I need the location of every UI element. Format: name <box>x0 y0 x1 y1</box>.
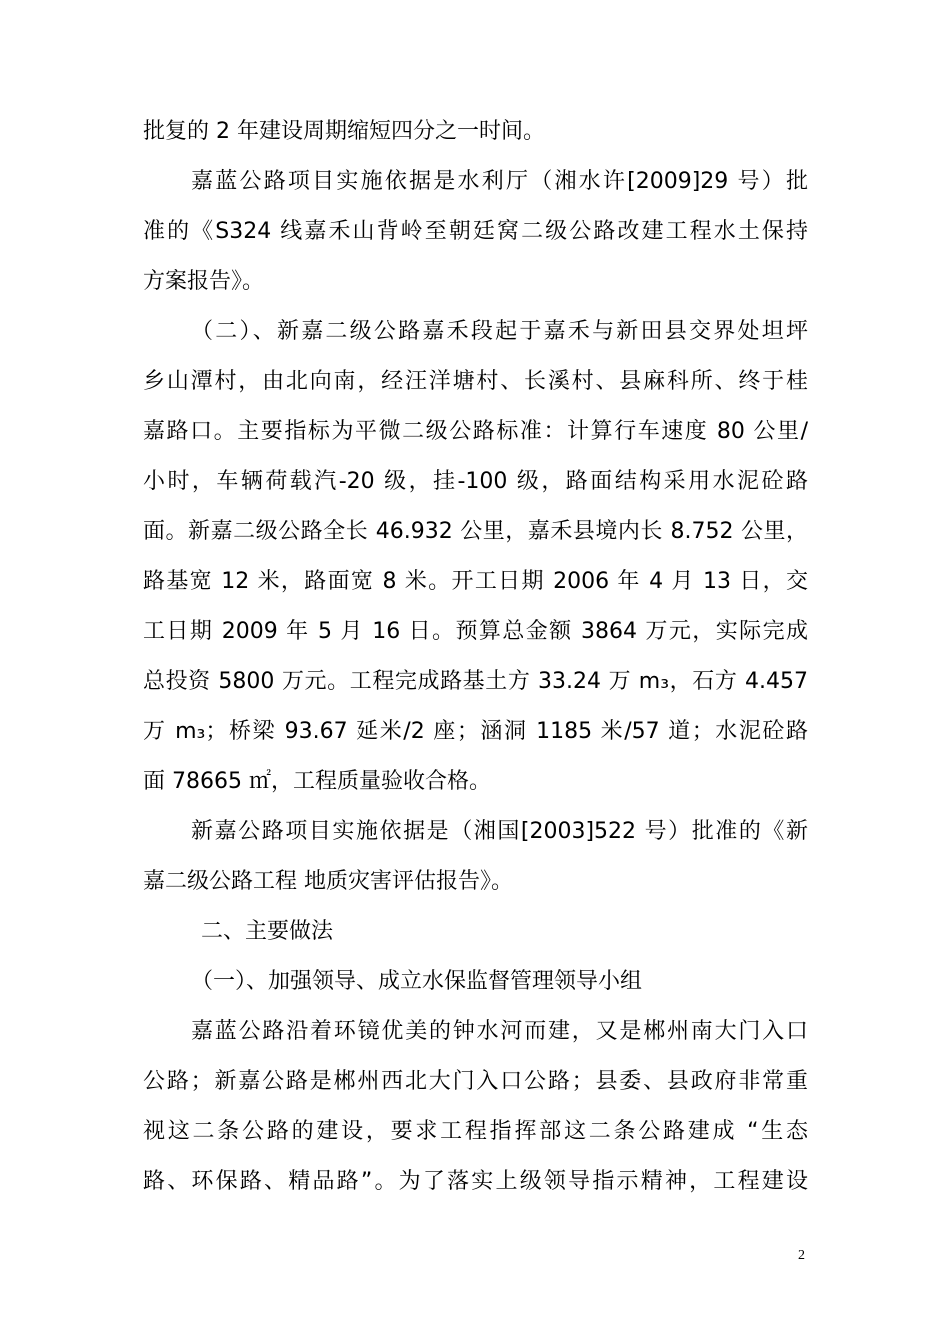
text-line-16: 嘉二级公路工程 地质灾害评估报告》。 <box>143 869 513 894</box>
text-line-2: 嘉蓝公路项目实施依据是水利厅（湘水许[2009]29 号）批 <box>191 169 808 194</box>
text-line-6: 乡山潭村，由北向南，经汪洋塘村、长溪村、县麻科所、终于桂 <box>143 369 808 394</box>
subsection-heading: （一）、加强领导、成立水保监督管理领导小组 <box>191 969 643 994</box>
page-number: 2 <box>798 1248 805 1263</box>
text-line-14: 面 78665 ㎡，工程质量验收合格。 <box>143 769 491 794</box>
document-body <box>143 107 808 1207</box>
text-line-11: 工日期 2009 年 5 月 16 日。预算总金额 3864 万元，实际完成 <box>143 619 808 644</box>
text-line-4: 方案报告》。 <box>143 269 265 294</box>
text-line-3: 准的《S324 线嘉禾山背岭至朝廷窝二级公路改建工程水土保持 <box>143 219 808 244</box>
text-line-10: 路基宽 12 米，路面宽 8 米。开工日期 2006 年 4 月 13 日，交 <box>143 569 808 594</box>
text-line-1: 批复的 2 年建设周期缩短四分之一时间。 <box>143 119 545 144</box>
text-line-12: 总投资 5800 万元。工程完成路基土方 33.24 万 m₃，石方 4.457 <box>143 669 808 694</box>
text-line-13: 万 m₃；桥梁 93.67 延米/2 座；涵洞 1185 米/57 道；水泥砼路 <box>143 719 808 744</box>
section-heading: 二、主要做法 <box>201 919 334 944</box>
text-line-19: 嘉蓝公路沿着环镜优美的钟水河而建，又是郴州南大门入口 <box>191 1019 808 1044</box>
text-line-5: （二）、新嘉二级公路嘉禾段起于嘉禾与新田县交界处坦坪 <box>191 319 808 344</box>
text-line-15: 新嘉公路项目实施依据是（湘国[2003]522 号）批准的《新 <box>191 819 808 844</box>
text-line-7: 嘉路口。主要指标为平微二级公路标准：计算行车速度 80 公里/ <box>143 419 808 444</box>
text-line-20: 公路；新嘉公路是郴州西北大门入口公路；县委、县政府非常重 <box>143 1069 808 1094</box>
text-line-22: 路、环保路、精品路”。为了落实上级领导指示精神，工程建设 <box>143 1169 808 1194</box>
text-line-8: 小时，车辆荷载汽-20 级，挂-100 级，路面结构采用水泥砼路 <box>143 469 808 494</box>
text-line-21: 视这二条公路的建设，要求工程指挥部这二条公路建成 “生态 <box>143 1119 808 1144</box>
text-line-9: 面。新嘉二级公路全长 46.932 公里，嘉禾县境内长 8.752 公里， <box>143 519 808 544</box>
